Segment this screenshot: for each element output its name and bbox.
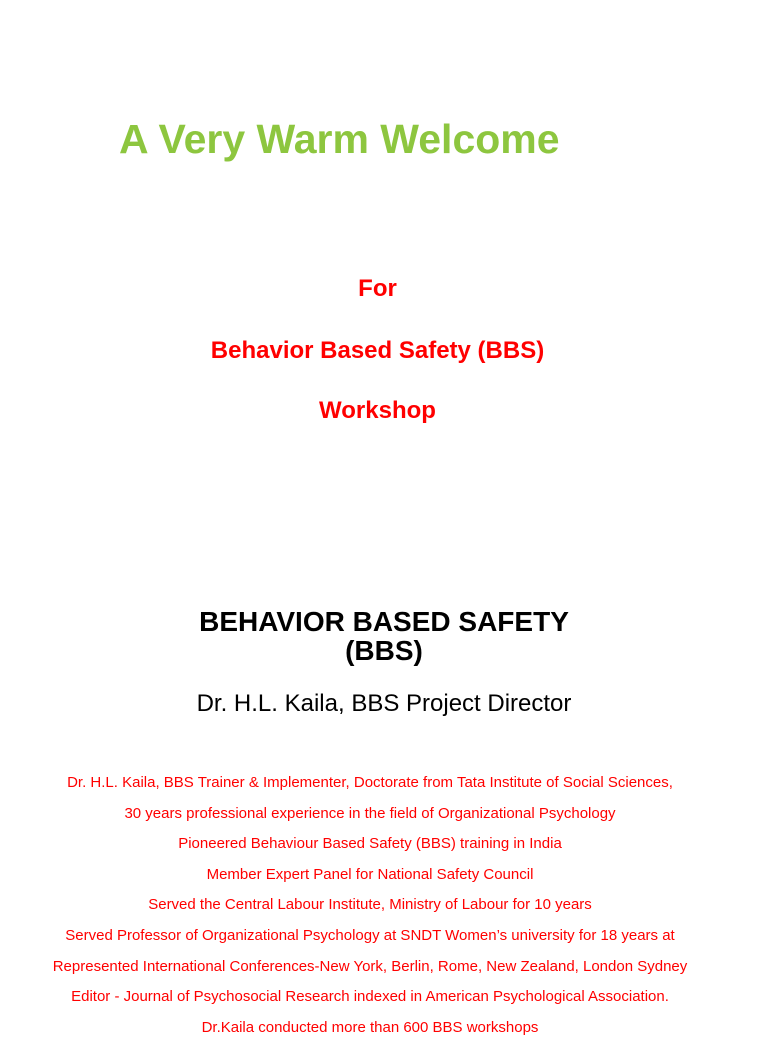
presentation-title-line1: BEHAVIOR BASED SAFETY (199, 606, 569, 637)
presentation-title (0, 607, 768, 665)
event-type: Workshop (319, 397, 436, 424)
bio-line: Dr.Kaila conducted more than 600 BBS workshops (201, 1018, 539, 1036)
welcome-title: A Very Warm Welcome (119, 116, 560, 162)
for-label: For (358, 275, 397, 302)
event-name: Behavior Based Safety (BBS) (210, 337, 545, 364)
bio-line: Served Professor of Organizational Psychology at SNDT Women’s university for 18 years at (65, 926, 675, 944)
presentation-title-line2: (BBS) (345, 635, 423, 666)
bio-line: Member Expert Panel for National Safety Council (206, 865, 534, 883)
bio-line: Served the Central Labour Institute, Ministry of Labour for 10 years (148, 896, 592, 914)
author-bio-list (0, 768, 740, 1043)
bio-line: Pioneered Behaviour Based Safety (BBS) training in India (178, 835, 562, 853)
bio-line: 30 years professional experience in the field of Organizational Psychology (124, 804, 616, 822)
author-line: Dr. H.L. Kaila, BBS Project Director (196, 690, 572, 717)
bio-line: Represented International Conferences-New York, Berlin, Rome, New Zealand, London Sydney (52, 957, 688, 975)
bio-line: Dr. H.L. Kaila, BBS Trainer & Implementer, Doctorate from Tata Institute of Social Sciences, (67, 774, 673, 791)
bio-line: Editor - Journal of Psychosocial Research indexed in American Psychological Association. (71, 988, 669, 1006)
